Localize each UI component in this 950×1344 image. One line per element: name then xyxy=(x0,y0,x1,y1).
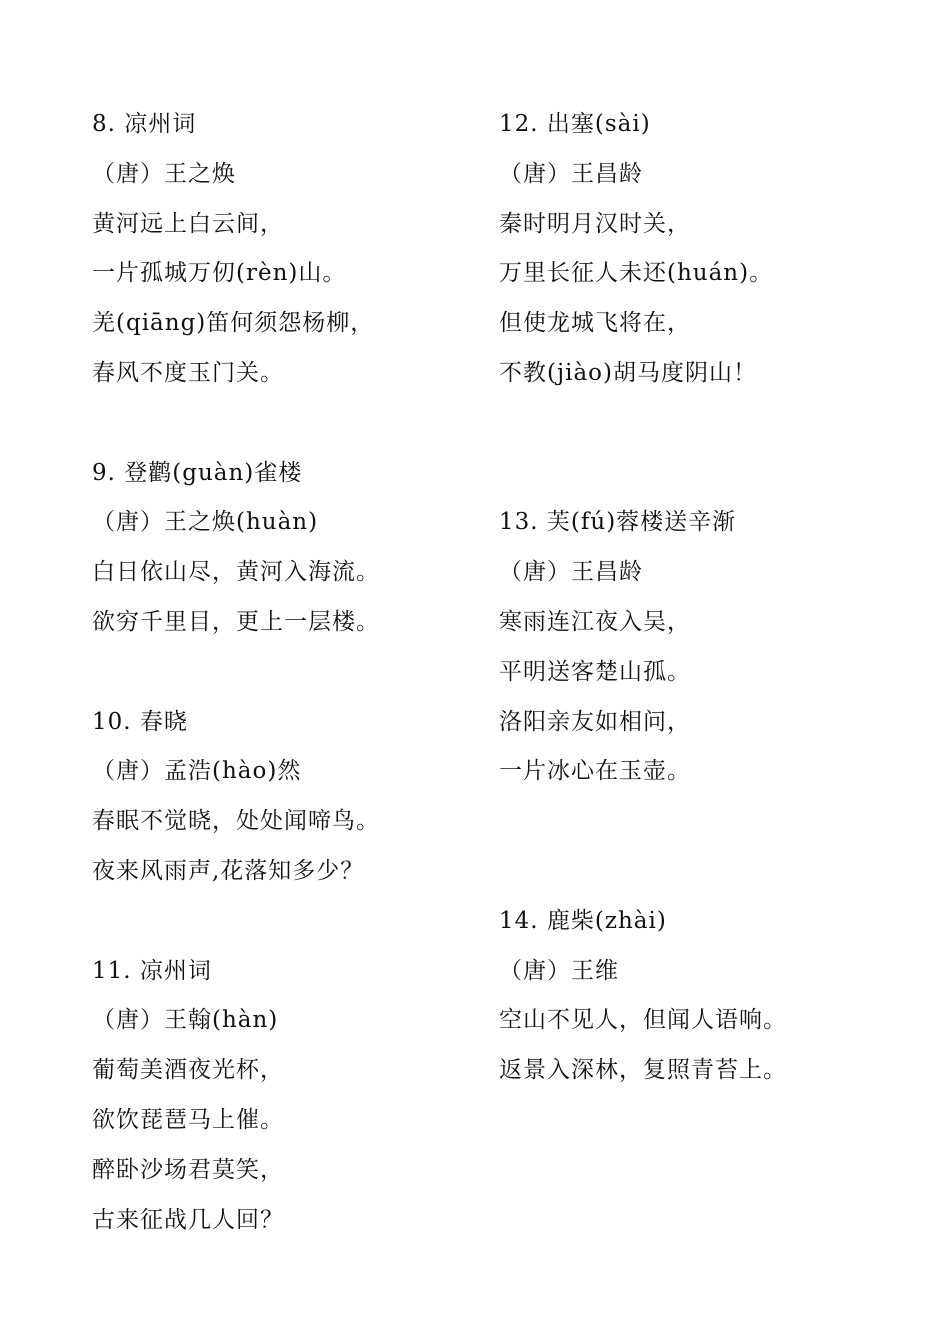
poem-author: （唐）王昌龄 xyxy=(499,559,643,586)
poem-10 xyxy=(92,698,472,897)
poem-line: 返景入深林，复照青苔上。 xyxy=(499,1057,787,1084)
poem-line: 古来征战几人回？ xyxy=(92,1206,284,1233)
poem-line: 葡萄美酒夜光杯， xyxy=(92,1057,284,1084)
spacer xyxy=(92,648,472,698)
poem-line: 万里长征人未还(huán)。 xyxy=(499,260,774,287)
poem-author: （唐）王维 xyxy=(499,957,619,984)
poem-line: 平明送客楚山孤。 xyxy=(499,658,691,685)
poem-title: 8. 凉州词 xyxy=(92,111,197,137)
spacer xyxy=(499,399,919,449)
poem-line: 空山不见人，但闻人语响。 xyxy=(499,1007,787,1034)
poem-line: 醉卧沙场君莫笑， xyxy=(92,1156,284,1183)
poem-line: 但使龙城飞将在， xyxy=(499,310,691,337)
poem-title: 10. 春晓 xyxy=(92,708,188,735)
spacer xyxy=(499,449,919,499)
poem-9 xyxy=(92,449,472,648)
poem-line: 欲穷千里目，更上一层楼。 xyxy=(92,608,380,635)
spacer xyxy=(92,399,472,449)
poem-line: 黄河远上白云间， xyxy=(92,210,284,237)
poem-line: 秦时明月汉时关， xyxy=(499,210,691,237)
left-column xyxy=(92,100,472,1245)
poem-12 xyxy=(499,100,919,399)
spacer xyxy=(499,847,919,897)
poem-line: 洛阳亲友如相问， xyxy=(499,708,691,735)
poem-line: 一片冰心在玉壶。 xyxy=(499,758,691,785)
poem-line: 一片孤城万仞(rèn)山。 xyxy=(92,260,347,287)
poem-author: （唐）王之焕(huàn) xyxy=(92,509,319,536)
spacer xyxy=(499,797,919,847)
poem-line: 不教(jiào)胡马度阴山！ xyxy=(499,359,757,386)
poem-author: （唐）王之焕 xyxy=(92,160,236,187)
poem-line: 春风不度玉门关。 xyxy=(92,359,284,386)
poem-author: （唐）孟浩(hào)然 xyxy=(92,758,302,785)
poem-line: 白日依山尽，黄河入海流。 xyxy=(92,559,380,586)
poem-line: 寒雨连江夜入吴， xyxy=(499,608,691,635)
poem-line: 春眠不觉晓，处处闻啼鸟。 xyxy=(92,808,380,835)
poem-title: 12. 出塞(sài) xyxy=(499,111,651,137)
spacer xyxy=(92,897,472,947)
poem-title: 14. 鹿柴(zhài) xyxy=(499,907,667,934)
poem-title: 9. 登鹳(guàn)雀楼 xyxy=(92,459,303,486)
poem-author: （唐）王昌龄 xyxy=(499,160,643,187)
poem-author: （唐）王翰(hàn) xyxy=(92,1007,279,1034)
poem-8 xyxy=(92,100,472,399)
right-column xyxy=(499,100,919,1096)
poem-14 xyxy=(499,897,919,1096)
poem-title: 13. 芙(fú)蓉楼送辛渐 xyxy=(499,509,737,536)
poem-13 xyxy=(499,498,919,797)
poem-line: 夜来风雨声,花落知多少？ xyxy=(92,857,365,884)
poem-title: 11. 凉州词 xyxy=(92,957,212,984)
poem-line: 羌(qiāng)笛何须怨杨柳， xyxy=(92,310,375,337)
poem-11 xyxy=(92,947,472,1246)
poem-line: 欲饮琵琶马上催。 xyxy=(92,1106,284,1133)
